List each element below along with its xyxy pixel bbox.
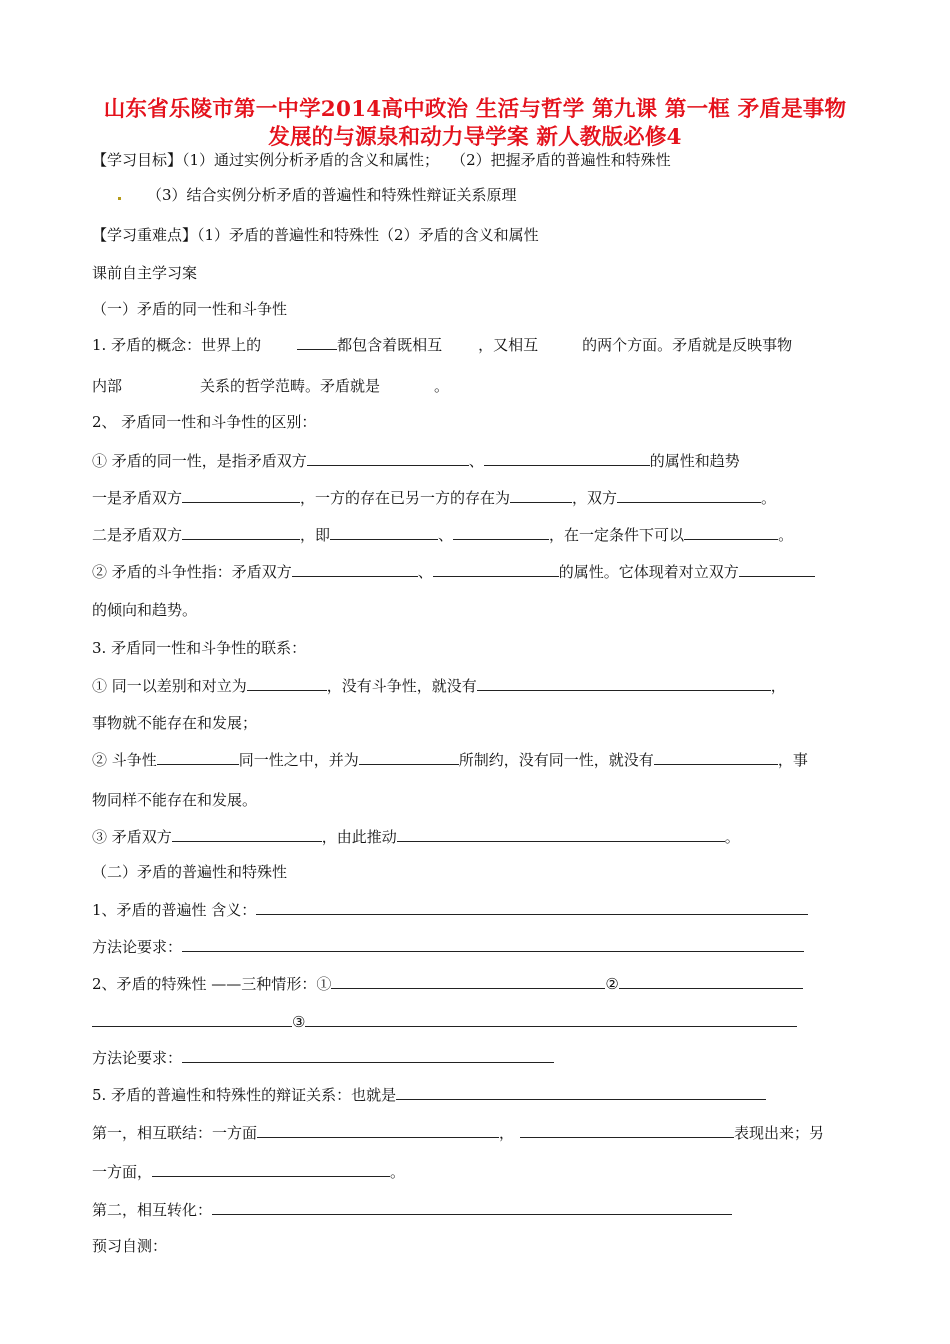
document-title-line-1: 山东省乐陵市第一中学2014高中政治 生活与哲学 第九课 第一框 矛盾是事物 (103, 97, 847, 122)
blank[interactable] (619, 973, 803, 989)
blank[interactable] (256, 899, 808, 915)
blank[interactable] (510, 487, 572, 503)
dialectical-relation-line (92, 1084, 766, 1105)
text: ② 斗争性 (92, 751, 157, 769)
learning-goals-label: 【学习目标】 (92, 151, 183, 169)
particularity-line (92, 973, 803, 994)
blank[interactable] (92, 1011, 292, 1027)
blank[interactable] (182, 936, 804, 952)
section-1-heading: （一）矛盾的同一性和斗争性 (92, 300, 288, 318)
blank[interactable] (182, 487, 300, 503)
blank[interactable] (331, 973, 605, 989)
text: 方法论要求： (92, 1049, 183, 1067)
text: ① 矛盾的同一性，是指矛盾双方 (92, 452, 307, 470)
blank[interactable] (307, 450, 469, 466)
text: ，由此推动 (321, 828, 397, 846)
blank[interactable] (453, 524, 549, 540)
blank[interactable] (684, 524, 778, 540)
blank[interactable] (330, 524, 438, 540)
question-3-item-2-cont: 物同样不能存在和发展。 (92, 791, 258, 809)
question-3-item-2 (92, 749, 808, 770)
text: 同一性之中，并为 (238, 751, 359, 769)
key-points (92, 225, 539, 245)
question-3-heading: 3. 矛盾同一性和斗争性的联系： (92, 639, 307, 657)
question-3-item-1-cont: 事物就不能存在和发展； (92, 714, 258, 732)
text: 。 (390, 1163, 406, 1181)
blank[interactable] (739, 561, 815, 577)
text: 的属性和趋势 (649, 452, 740, 470)
preview-test-heading: 预习自测： (92, 1237, 168, 1255)
text: ，没有斗争性，就没有 (326, 677, 477, 695)
text: 。 (724, 828, 740, 846)
text: ，一方的存在已另一方的存在为 (300, 489, 511, 507)
key-points-text: （1）矛盾的普遍性和特殊性（2）矛盾的含义和属性 (197, 226, 539, 244)
blank[interactable] (617, 487, 761, 503)
blank[interactable] (182, 1047, 554, 1063)
blank[interactable] (305, 1011, 797, 1027)
blank[interactable] (292, 561, 418, 577)
first-relation-line (92, 1122, 824, 1143)
text: 1. 矛盾的概念：世界上的 (92, 336, 262, 354)
learning-goal-3-line (118, 185, 517, 205)
question-2-item-4 (92, 561, 815, 582)
text: 二是矛盾双方 (92, 526, 183, 544)
text: 、 (417, 563, 433, 581)
text: 、 (468, 452, 484, 470)
text: 第一，相互联结：一方面 (92, 1124, 258, 1142)
blank[interactable] (182, 524, 300, 540)
text: 内部 (92, 377, 123, 395)
pre-class-heading: 课前自主学习案 (92, 264, 198, 282)
text: 一方面， (92, 1163, 153, 1181)
text: ，事 (777, 751, 808, 769)
method-line-1 (92, 936, 804, 957)
blank[interactable] (297, 334, 337, 350)
blank[interactable] (397, 826, 725, 842)
blank[interactable] (396, 1084, 766, 1100)
blank[interactable] (484, 450, 650, 466)
learning-goals (92, 150, 671, 170)
text: ， (499, 1124, 515, 1142)
universality-line (92, 899, 808, 920)
text: ③ (292, 1013, 306, 1031)
method-line-2 (92, 1047, 554, 1068)
text: 关系的哲学范畴。矛盾就是 (200, 377, 381, 395)
first-relation-line-2 (92, 1161, 405, 1182)
blank[interactable] (247, 675, 327, 691)
text: 。 (778, 526, 794, 544)
text: 。 (434, 377, 450, 395)
blank[interactable] (359, 749, 459, 765)
question-2-item-2 (92, 487, 776, 508)
learning-goal-3: （3）结合实例分析矛盾的普遍性和特殊性辩证关系原理 (147, 186, 517, 204)
marker-dot (118, 197, 121, 200)
blank[interactable] (257, 1122, 499, 1138)
section-2-heading: （二）矛盾的普遍性和特殊性 (92, 863, 288, 881)
text: 、 (438, 526, 454, 544)
text: ② 矛盾的斗争性指：矛盾双方 (92, 563, 292, 581)
blank[interactable] (157, 749, 239, 765)
blank[interactable] (477, 675, 771, 691)
particularity-line-2 (92, 1011, 797, 1032)
question-1-line-1 (92, 334, 792, 355)
text: 表现出来；另 (734, 1124, 825, 1142)
text: ，双方 (572, 489, 618, 507)
blank[interactable] (433, 561, 559, 577)
learning-goal-1: （1）通过实例分析矛盾的含义和属性； (182, 151, 440, 169)
key-points-label: 【学习重难点】 (92, 226, 198, 244)
text: 5. 矛盾的普遍性和特殊性的辩证关系：也就是 (92, 1086, 397, 1104)
learning-goal-2: （2）把握矛盾的普遍性和特殊性 (451, 151, 671, 169)
text: 第二，相互转化： (92, 1201, 213, 1219)
blank[interactable] (172, 826, 322, 842)
document-title-line-2: 发展的与源泉和动力导学案 新人教版必修4 (268, 125, 682, 150)
question-1-line-2 (92, 376, 449, 396)
blank[interactable] (520, 1122, 734, 1138)
blank[interactable] (212, 1199, 732, 1215)
question-2-item-4-cont: 的倾向和趋势。 (92, 601, 198, 619)
text: 1、矛盾的普遍性 含义： (92, 901, 257, 919)
text: 2、矛盾的特殊性 ——三种情形：① (92, 975, 332, 993)
text: 都包含着既相互 (337, 336, 443, 354)
text: 一是矛盾双方 (92, 489, 183, 507)
text: ① 同一以差别和对立为 (92, 677, 247, 695)
blank[interactable] (654, 749, 778, 765)
text: 的两个方面。矛盾就是反映事物 (582, 336, 793, 354)
blank[interactable] (152, 1161, 390, 1177)
text: 的属性。它体现着对立双方 (558, 563, 739, 581)
text: ，即 (300, 526, 331, 544)
text: ② (605, 975, 619, 993)
question-2-item-1 (92, 450, 740, 471)
text: 所制约，没有同一性，就没有 (458, 751, 654, 769)
text: 。 (761, 489, 777, 507)
text: ， (770, 677, 786, 695)
question-3-item-1 (92, 675, 786, 696)
text: ，又相互 (478, 336, 539, 354)
question-2-heading: 2、 矛盾同一性和斗争性的区别： (92, 413, 317, 431)
second-relation-line (92, 1199, 732, 1220)
text: ，在一定条件下可以 (549, 526, 685, 544)
text: 方法论要求： (92, 938, 183, 956)
question-2-item-3 (92, 524, 793, 545)
question-3-item-3 (92, 826, 740, 847)
text: ③ 矛盾双方 (92, 828, 172, 846)
